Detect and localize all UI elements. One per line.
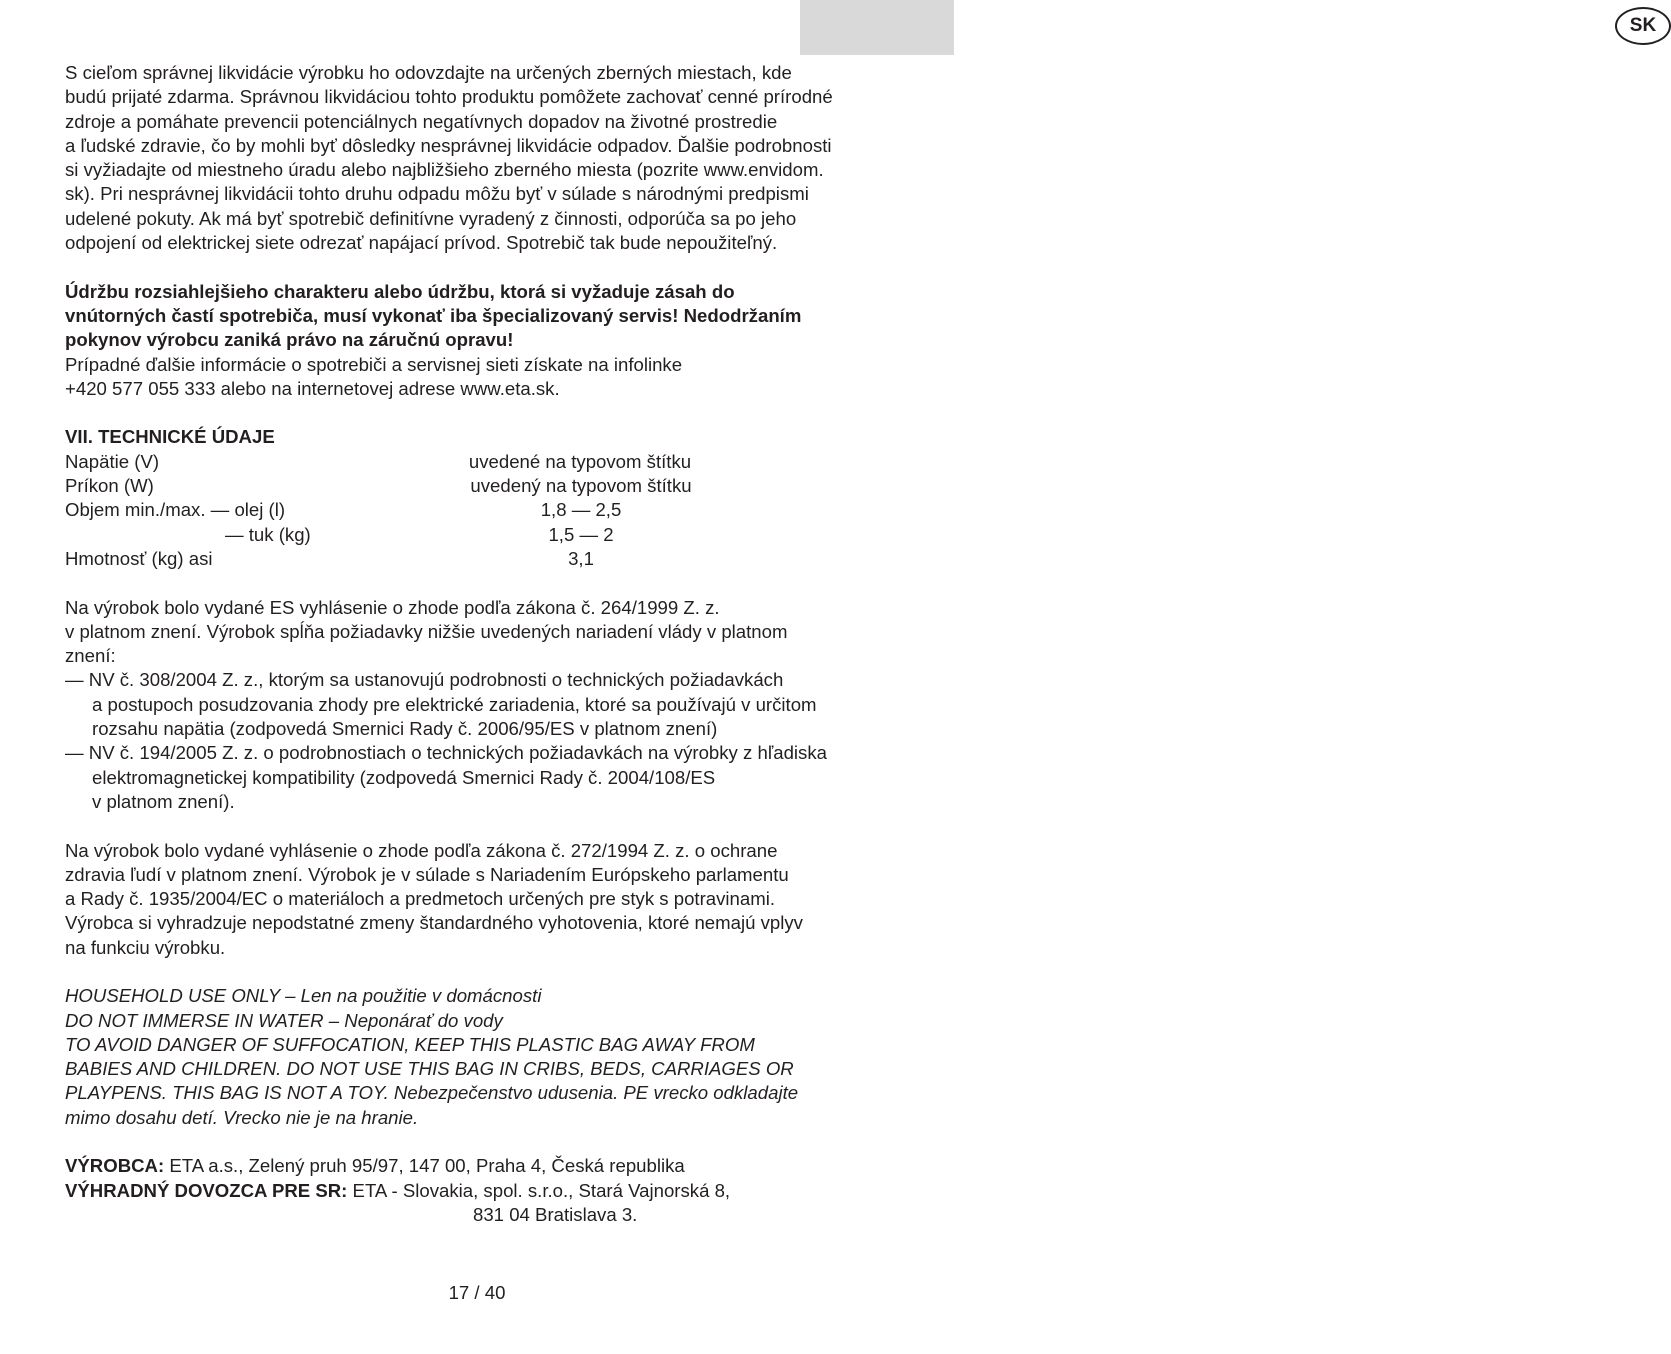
language-badge: SK	[1615, 7, 1671, 45]
text-line: zdravia ľudí v platnom znení. Výrobok je v súlade s Nariadením Európskeho parlamentu	[65, 863, 789, 885]
page-number: 17 / 40	[448, 1282, 506, 1303]
text-line: na funkciu výrobku.	[65, 936, 226, 958]
text-line: HOUSEHOLD USE ONLY – Len na použitie v domácnosti	[65, 985, 542, 1007]
text-line: a postupoch posudzovania zhody pre elektrické zariadenia, ktoré sa používajú v určitom	[92, 693, 817, 715]
regulation-item: — NV č. 308/2004 Z. z., ktorým sa ustanovujú podrobnosti o technických požiadavkách	[65, 669, 784, 691]
spec-row	[65, 450, 925, 474]
text-line: zdroje a pomáhate prevencii potenciálnych negatívnych dopadov na životné prostredie	[65, 110, 778, 132]
text-line: budú prijaté zdarma. Správnou likvidáciou tohto produktu pomôžete zachovať cenné prírodné	[65, 86, 833, 108]
text-line: pokynov výrobcu zaniká právo na záručnú opravu!	[65, 329, 514, 351]
manufacturer-label: VÝROBCA:	[65, 1155, 165, 1177]
technical-data	[65, 425, 925, 571]
text-line: Na výrobok bolo vydané vyhlásenie o zhode podľa zákona č. 272/1994 Z. z. o ochrane	[65, 839, 778, 861]
text-line: rozsahu napätia (zodpovedá Smernici Rady č. 2006/95/ES v platnom znení)	[92, 718, 718, 740]
text-line: TO AVOID DANGER OF SUFFOCATION, KEEP THIS PLASTIC BAG AWAY FROM	[65, 1033, 755, 1055]
text-line: S cieľom správnej likvidácie výrobku ho odovzdajte na určených zberných miestach, kde	[65, 62, 792, 83]
spec-row	[65, 498, 925, 522]
info-paragraph	[65, 353, 925, 402]
text-line: elektromagnetickej kompatibility (zodpovedá Smernici Rady č. 2004/108/ES	[92, 766, 716, 788]
manufacturer-info	[65, 1154, 925, 1227]
spec-value: uvedené na typovom štítku	[468, 450, 692, 472]
text-line: v platnom znení).	[92, 790, 235, 812]
text-line: Na výrobok bolo vydané ES vyhlásenie o zhode podľa zákona č. 264/1999 Z. z.	[65, 596, 720, 618]
text-line: odpojení od elektrickej siete odrezať napájací prívod. Spotrebič tak bude nepoužiteľný.	[65, 232, 778, 254]
spec-label: Napätie (V)	[65, 450, 160, 472]
text-line: si vyžiadajte od miestneho úradu alebo najbližšieho zberného miesta (pozrite www.envidom.	[65, 159, 824, 181]
text-line: DO NOT IMMERSE IN WATER – Neponárať do vody	[65, 1009, 503, 1031]
importer-line	[65, 1179, 925, 1203]
text-line: PLAYPENS. THIS BAG IS NOT A TOY. Nebezpečenstvo udusenia. PE vrecko odkladajte	[65, 1082, 799, 1104]
language-tab	[800, 0, 1657, 55]
text-line: a ľudské zdravie, čo by mohli byť dôsledky nesprávnej likvidácie odpadov. Ďalšie podrobnosti	[65, 134, 832, 156]
ce-declaration	[65, 596, 925, 815]
text-line: Prípadné ďalšie informácie o spotrebiči a servisnej sieti získate na infolinke	[65, 353, 683, 375]
spec-value: 1,8 — 2,5	[540, 499, 622, 521]
disposal-paragraph	[65, 61, 925, 255]
manufacturer-line	[65, 1154, 925, 1178]
text-line: v platnom znení. Výrobok spĺňa požiadavky nižšie uvedených nariadení vlády v platnom	[65, 620, 788, 642]
text-line: Výrobca si vyhradzuje nepodstatné zmeny štandardného vyhotovenia, ktoré nemajú vplyv	[65, 912, 803, 934]
text-line: udelené pokuty. Ak má byť spotrebič definitívne vyradený z činnosti, odporúča sa po jeho	[65, 207, 797, 229]
spec-row	[65, 474, 925, 498]
text-line: Údržbu rozsiahlejšieho charakteru alebo údržbu, ktorá si vyžaduje zásah do	[65, 280, 735, 302]
text-line: sk). Pri nesprávnej likvidácii tohto druhu odpadu môžu byť v súlade s národnými predpismi	[65, 183, 809, 205]
safety-warnings	[65, 984, 925, 1130]
spec-row	[65, 547, 925, 571]
spec-label: — tuk (kg)	[225, 523, 311, 545]
spec-label: Objem min./max. — olej (l)	[65, 499, 286, 521]
text-line: +420 577 055 333 alebo na internetovej adrese www.eta.sk.	[65, 377, 560, 399]
text-line: mimo dosahu detí. Vrecko nie je na hranie.	[65, 1106, 419, 1128]
spec-row	[65, 523, 925, 547]
regulation-item: — NV č. 194/2005 Z. z. o podrobnostiach o technických požiadavkách na výrobky z hľadiska	[65, 742, 827, 764]
section-heading: VII. TECHNICKÉ ÚDAJE	[65, 426, 275, 448]
text-line: BABIES AND CHILDREN. DO NOT USE THIS BAG IN CRIBS, BEDS, CARRIAGES OR	[65, 1058, 794, 1080]
importer-label: VÝHRADNÝ DOVOZCA PRE SR:	[65, 1179, 348, 1201]
text-line: znení:	[65, 645, 116, 667]
spec-value: uvedený na typovom štítku	[470, 475, 692, 497]
food-contact-declaration	[65, 839, 925, 960]
spec-label: Príkon (W)	[65, 475, 154, 497]
maintenance-warning	[65, 280, 925, 353]
spec-value: 3,1	[568, 547, 594, 569]
text-line: a Rady č. 1935/2004/EC o materiáloch a predmetoch určených pre styk s potravinami.	[65, 888, 776, 910]
page-content	[65, 61, 925, 1227]
spec-label: Hmotnosť (kg) asi	[65, 547, 213, 569]
importer-address-line2: 831 04 Bratislava 3.	[473, 1203, 638, 1225]
manufacturer-address: ETA a.s., Zelený pruh 95/97, 147 00, Praha 4, Česká republika	[164, 1155, 685, 1177]
spec-value: 1,5 — 2	[548, 523, 614, 545]
text-line: vnútorných častí spotrebiča, musí vykonať iba špecializovaný servis! Nedodržaním	[65, 304, 802, 326]
importer-address: ETA - Slovakia, spol. s.r.o., Stará Vajnorská 8,	[347, 1179, 731, 1201]
